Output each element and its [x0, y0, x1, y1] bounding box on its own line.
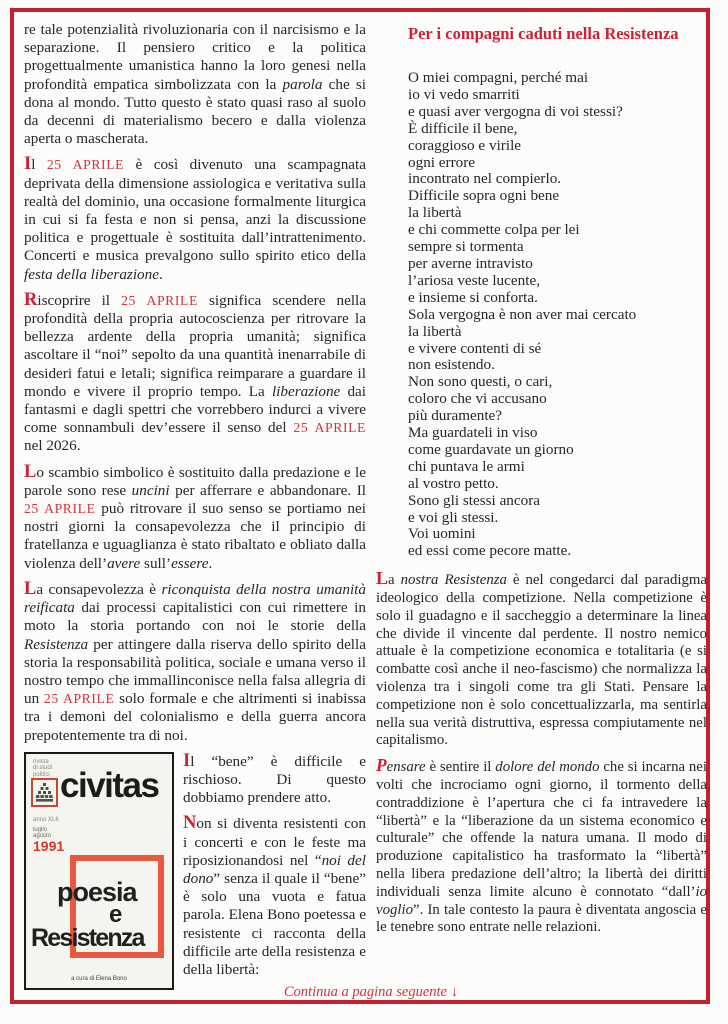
continuation-note	[0, 984, 728, 1001]
civitas-magazine-cover	[24, 752, 174, 990]
civitas-logo-icon	[31, 778, 58, 807]
cover-issue-title	[30, 876, 172, 952]
left-column	[24, 21, 366, 990]
paragraph: Non si diventa resistenti con i concerti e con le feste ma riposizionandosi nel “noi del dono” senza il quale il “bene” è solo una vuota e fatua parola. Elena Bono poetessa e resistente ci racconta della difficile arte della resistenza e della libertà:	[183, 812, 366, 978]
cover-credit: a cura di Elena Bono	[71, 975, 127, 982]
paragraph: re tale potenzialità rivoluzionaria con il narcisismo e la separazione. Il pensiero critico e la politica progettualmente umanistica hanno la loro genesi nella profondità empatica simbolizzata con la parola che si dona al mondo. Tutto questo è stato quasi raso al suolo da decenni di materialismo becero e dalla violenza aperta o mascherata.	[24, 21, 366, 148]
cover-issue-title-line: poesia	[57, 876, 137, 907]
cover-anno: anno XLII	[33, 816, 59, 823]
paragraph: Riscoprire il 25 APRILE significa scendere nella profondità della propria autocoscienza per ritrovare la bellezza ardente della propria umanità; significa ascoltare il “noi” sepolto da una quantità inenarrabile di desideri fatui e letali; significa reimparare a guardare il mondo e vivere il proprio tempo. La liberazione dai fantasmi e dagli spettri che vorrebbero indurci a vivere come sonnambuli dev’essere il senso del 25 APRILE nel 2026.	[24, 288, 367, 455]
cover-issue-title-line: Resistenza	[31, 923, 144, 952]
cover-issue-title-line: e	[109, 900, 122, 928]
continuation-text: Continua a pagina seguente	[283, 984, 447, 1000]
cover-magazine-title: civitas	[60, 765, 159, 805]
paragraph: Lo scambio simbolico è sostituito dalla predazione e le parole sono rese uncini per afferrare e abbandonare. Il 25 APRILE può ritrovare il suo senso se portiamo nei nostri giorni la consapevolezza che il principio di fratellanza e uguaglianza è stato ribaltato e obliato dalla violenza dell’avere sull’essere.	[24, 460, 366, 572]
paragraph: La nostra Resistenza è nel congedarci dal paradigma ideologico della competizione. Nella competizione è solo il guadagno e il saccheggio a determinare la linea che divide il vincente dal perdente. Il nostro nemico attuale è la competizione economica e totalitaria (e si combatte così anche il neo-fascismo) che normalizza la violenza tra i singoli come tra gli Stati. Pensare la competizione non è solo concettualizzarla, ma sentirla nella sua verità distruttiva, espressa compiutamente nel capitalismo.	[376, 568, 707, 749]
cover-masthead-small: rivista di studi politici	[33, 758, 53, 778]
paragraph: La consapevolezza è riconquista della nostra umanità reificata dai processi capitalistici con cui rimettere in moto la storia portando con noi le storie della Resistenza per attingere dalla riserva dello spirito della storia la responsabilità politica, sociale e umana verso il nostro tempo che immallinconisce nella falsa allegria di un 25 APRILE solo formale e che altrimenti si inabissa tra i demoni del colonialismo e della guerra ancora prepotentemente tra di noi.	[24, 577, 367, 744]
cover-year: 1991	[33, 837, 65, 854]
cover-months: luglio agosto	[33, 826, 52, 840]
cover-side-text	[183, 749, 366, 990]
paragraph: Pensare è sentire il dolore del mondo che si incarna nei volti che incrociamo ogni giorno, il tormento della contraddizione è l’apertura che ci fa intravedere la “libertà” e la “liberazione da un sistema economico e culturale” che offende la natura umana. Il modo di produzione capitalistico ha trasformato la “libertà” nella libera predazione dell’altro; la libertà dei diritti individuali senza limite alcuno è connotato “dall’io voglio”. In tale contesto la paura è diventata angoscia e le tenebre sono entrate nelle relazioni.	[376, 755, 707, 936]
right-column	[376, 21, 707, 944]
down-arrow-icon: ↓	[450, 984, 459, 1000]
paragraph: Il 25 APRILE è così divenuto una scampagnata deprivata della dimensione assiologica e veritativa sulla realtà del dominio, una occasione formalmente liturgica in cui si fa festa e non si pensa, anzi la discussione politica e progettuale è sostituita dall’intrattenimento. Concerti e musica prevalgono sullo spirito etico della festa della liberazione.	[24, 153, 366, 283]
paragraph: Il “bene” è difficile e rischioso. Di questo dobbiamo prendere atto.	[183, 749, 366, 807]
poem-title: Per i compagni caduti nella Resistenza	[408, 24, 679, 43]
poem: O miei compagni, perché mai io vi vedo smarriti e quasi aver vergogna di voi stessi? È difficile il bene, coraggioso e virile ogni errore incontrato nel compierlo. Difficile sopra ogni bene la libertà e chi commette colpa per lei sempre si tormenta per averne intravisto l’ariosa veste lucente, e insieme si conforta. Sola vergogna è non aver mai cercato la libertà e vivere contenti di sé non esistendo. Non sono questi, o cari, coloro che vi accusano più duramente? Ma guardateli in viso come guardavate un giorno chi puntava le armi al vostro petto. Sono gli stessi ancora e voi gli stessi. Voi uomini ed essi come pecore matte.	[408, 69, 637, 560]
civitas-cover-row	[24, 749, 366, 990]
